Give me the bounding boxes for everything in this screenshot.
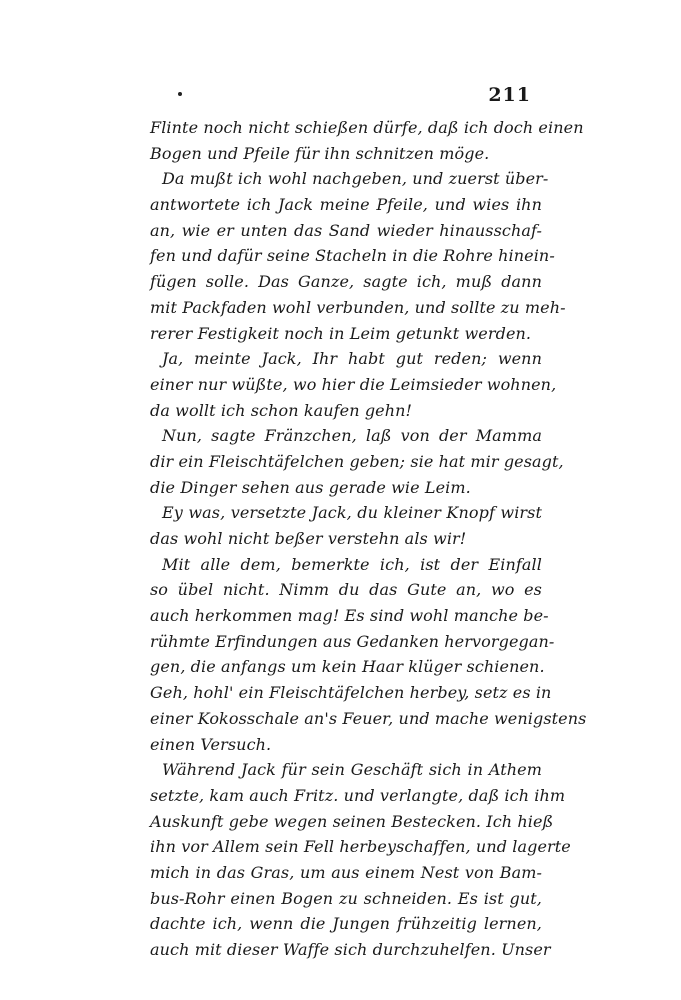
text-line: die Dinger sehen aus gerade wie Leim. bbox=[150, 477, 471, 497]
page-number: 211 bbox=[488, 84, 531, 106]
text-line: das wohl nicht beßer verstehn als wir! bbox=[150, 529, 467, 548]
text-line: einer nur wüßte, wo hier die Leimsieder wohnen, bbox=[150, 374, 557, 394]
text-line: setzte, kam auch Fritz. und verlangte, daß ich ihm bbox=[150, 785, 566, 805]
text-line: Ja, meinte Jack, Ihr habt gut reden; wenn bbox=[162, 349, 542, 369]
text-line: fen und dafür seine Stacheln in die Rohre hinein- bbox=[150, 246, 555, 266]
text-line: dir ein Fleischtäfelchen geben; sie hat mir gesagt, bbox=[150, 451, 564, 471]
text-line: Da mußt ich wohl nachgeben, und zuerst über- bbox=[162, 169, 549, 189]
printer-mark bbox=[178, 92, 182, 96]
text-line: mit Packfaden wohl verbunden, und sollte zu meh- bbox=[150, 297, 566, 317]
text-line: ihn vor Allem sein Fell herbeyschaffen, und lagerte bbox=[150, 837, 571, 857]
text-line: so übel nicht. Nimm du das Gute an, wo es bbox=[150, 580, 542, 600]
text-line: Geh, hohl' ein Fleischtäfelchen herbey, setz es in bbox=[150, 683, 552, 703]
text-line: Ey was, versetzte Jack, du kleiner Knopf wirst bbox=[162, 503, 542, 523]
text-line: dachte ich, wenn die Jungen frühzeitig lernen, bbox=[150, 914, 542, 934]
text-line: rühmte Erfindungen aus Gedanken hervorgegan- bbox=[150, 631, 555, 651]
text-line: gen, die anfangs um kein Haar klüger schienen. bbox=[150, 657, 545, 677]
text-line: rerer Festigkeit noch in Leim getunkt werden. bbox=[150, 323, 532, 343]
text-line: Mit alle dem, bemerkte ich, ist der Einfall bbox=[162, 554, 542, 574]
text-line: Auskunft gebe wegen seinen Bestecken. Ich hieß bbox=[150, 811, 554, 831]
text-line: Nun, sagte Fränzchen, laß von der Mamma bbox=[162, 426, 542, 446]
text-line: auch herkommen mag! Es sind wohl manche be- bbox=[150, 606, 549, 626]
text-line: Bogen und Pfeile für ihn schnitzen möge. bbox=[150, 143, 490, 163]
text-line: an, wie er unten das Sand wieder hinausschaf- bbox=[150, 220, 542, 240]
text-line: fügen solle. Das Ganze, sagte ich, muß dann bbox=[150, 272, 542, 292]
text-line: antwortete ich Jack meine Pfeile, und wies ihn bbox=[150, 195, 542, 215]
text-line: mich in das Gras, um aus einem Nest von Bam- bbox=[150, 862, 542, 882]
text-line: einer Kokosschale an's Feuer, und mache wenigstens bbox=[150, 708, 587, 728]
body-text bbox=[150, 115, 587, 959]
text-line: bus-Rohr einen Bogen zu schneiden. Es ist gut, bbox=[150, 888, 542, 908]
text-line: auch mit dieser Waffe sich durchzuhelfen. Unser bbox=[150, 940, 551, 959]
text-line: da wollt ich schon kaufen gehn! bbox=[150, 400, 413, 420]
text-line: einen Versuch. bbox=[150, 734, 272, 754]
text-line: Flinte noch nicht schießen dürfe, daß ich doch einen bbox=[150, 118, 584, 137]
text-line: Während Jack für sein Geschäft sich in Athem bbox=[162, 760, 542, 780]
